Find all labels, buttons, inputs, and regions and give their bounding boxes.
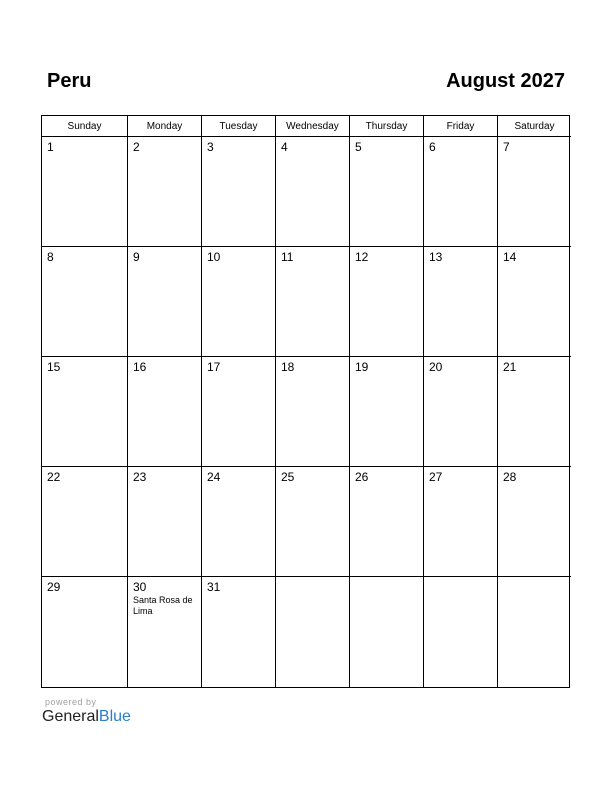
- day-cell: [424, 357, 498, 467]
- day-cell: [276, 137, 350, 247]
- day-number: 17: [207, 360, 221, 374]
- day-cell: [202, 247, 276, 357]
- day-number: 22: [47, 470, 61, 484]
- day-cell: [498, 577, 571, 687]
- weekday-header: Thursday: [350, 116, 424, 137]
- day-cell: [202, 467, 276, 577]
- day-number: 29: [47, 580, 61, 594]
- day-cell: [498, 467, 571, 577]
- calendar-title-country: Peru: [47, 70, 92, 92]
- day-number: 9: [133, 250, 140, 264]
- day-cell: [424, 247, 498, 357]
- day-number: 5: [355, 140, 362, 154]
- day-cell: [276, 467, 350, 577]
- day-cell: [128, 577, 202, 687]
- day-number: 1: [47, 140, 54, 154]
- weekday-header: Sunday: [42, 116, 128, 137]
- day-cell: [128, 247, 202, 357]
- day-cell: [498, 357, 571, 467]
- day-number: 12: [355, 250, 369, 264]
- day-number: 13: [429, 250, 443, 264]
- day-cell: [424, 577, 498, 687]
- day-cell: [350, 247, 424, 357]
- weekday-header: Saturday: [498, 116, 571, 137]
- day-cell: [276, 577, 350, 687]
- day-number: 30: [133, 580, 147, 594]
- day-number: 27: [429, 470, 443, 484]
- generalblue-logo[interactable]: [42, 697, 131, 726]
- day-cell: [202, 577, 276, 687]
- day-number: 19: [355, 360, 369, 374]
- day-cell: [128, 467, 202, 577]
- weekday-header: Tuesday: [202, 116, 276, 137]
- day-cell: [128, 357, 202, 467]
- day-number: 31: [207, 580, 221, 594]
- day-cell: [42, 137, 128, 247]
- day-number: 24: [207, 470, 221, 484]
- holiday-label: Santa Rosa de Lima: [133, 595, 193, 616]
- day-cell: [350, 357, 424, 467]
- day-number: 4: [281, 140, 288, 154]
- weekday-header: Wednesday: [276, 116, 350, 137]
- weekday-header: Monday: [128, 116, 202, 137]
- day-cell: [42, 247, 128, 357]
- day-cell: [202, 357, 276, 467]
- day-cell: [42, 467, 128, 577]
- day-number: 3: [207, 140, 214, 154]
- calendar-grid: [41, 115, 570, 688]
- day-number: 16: [133, 360, 147, 374]
- brand-name-part2: Blue: [98, 708, 131, 725]
- day-number: 8: [47, 250, 54, 264]
- day-cell: [498, 247, 571, 357]
- day-cell: [350, 137, 424, 247]
- day-number: 7: [503, 140, 510, 154]
- day-cell: [276, 357, 350, 467]
- day-cell: [276, 247, 350, 357]
- day-number: 28: [503, 470, 517, 484]
- day-number: 25: [281, 470, 295, 484]
- day-cell: [498, 137, 571, 247]
- calendar-title-month: August 2027: [446, 70, 565, 92]
- day-number: 26: [355, 470, 369, 484]
- brand-name: [42, 708, 131, 726]
- day-cell: [424, 467, 498, 577]
- day-number: 10: [207, 250, 221, 264]
- day-cell: [350, 467, 424, 577]
- day-number: 20: [429, 360, 443, 374]
- day-cell: [424, 137, 498, 247]
- day-cell: [128, 137, 202, 247]
- day-cell: [42, 577, 128, 687]
- day-number: 15: [47, 360, 61, 374]
- powered-by-text: powered by: [45, 697, 97, 707]
- day-cell: [202, 137, 276, 247]
- day-number: 21: [503, 360, 517, 374]
- day-number: 11: [281, 250, 294, 264]
- day-number: 18: [281, 360, 295, 374]
- day-number: 6: [429, 140, 436, 154]
- brand-name-part1: General: [42, 708, 99, 725]
- day-number: 23: [133, 470, 147, 484]
- day-cell: [42, 357, 128, 467]
- day-cell: [350, 577, 424, 687]
- day-number: 14: [503, 250, 517, 264]
- weekday-header: Friday: [424, 116, 498, 137]
- day-number: 2: [133, 140, 140, 154]
